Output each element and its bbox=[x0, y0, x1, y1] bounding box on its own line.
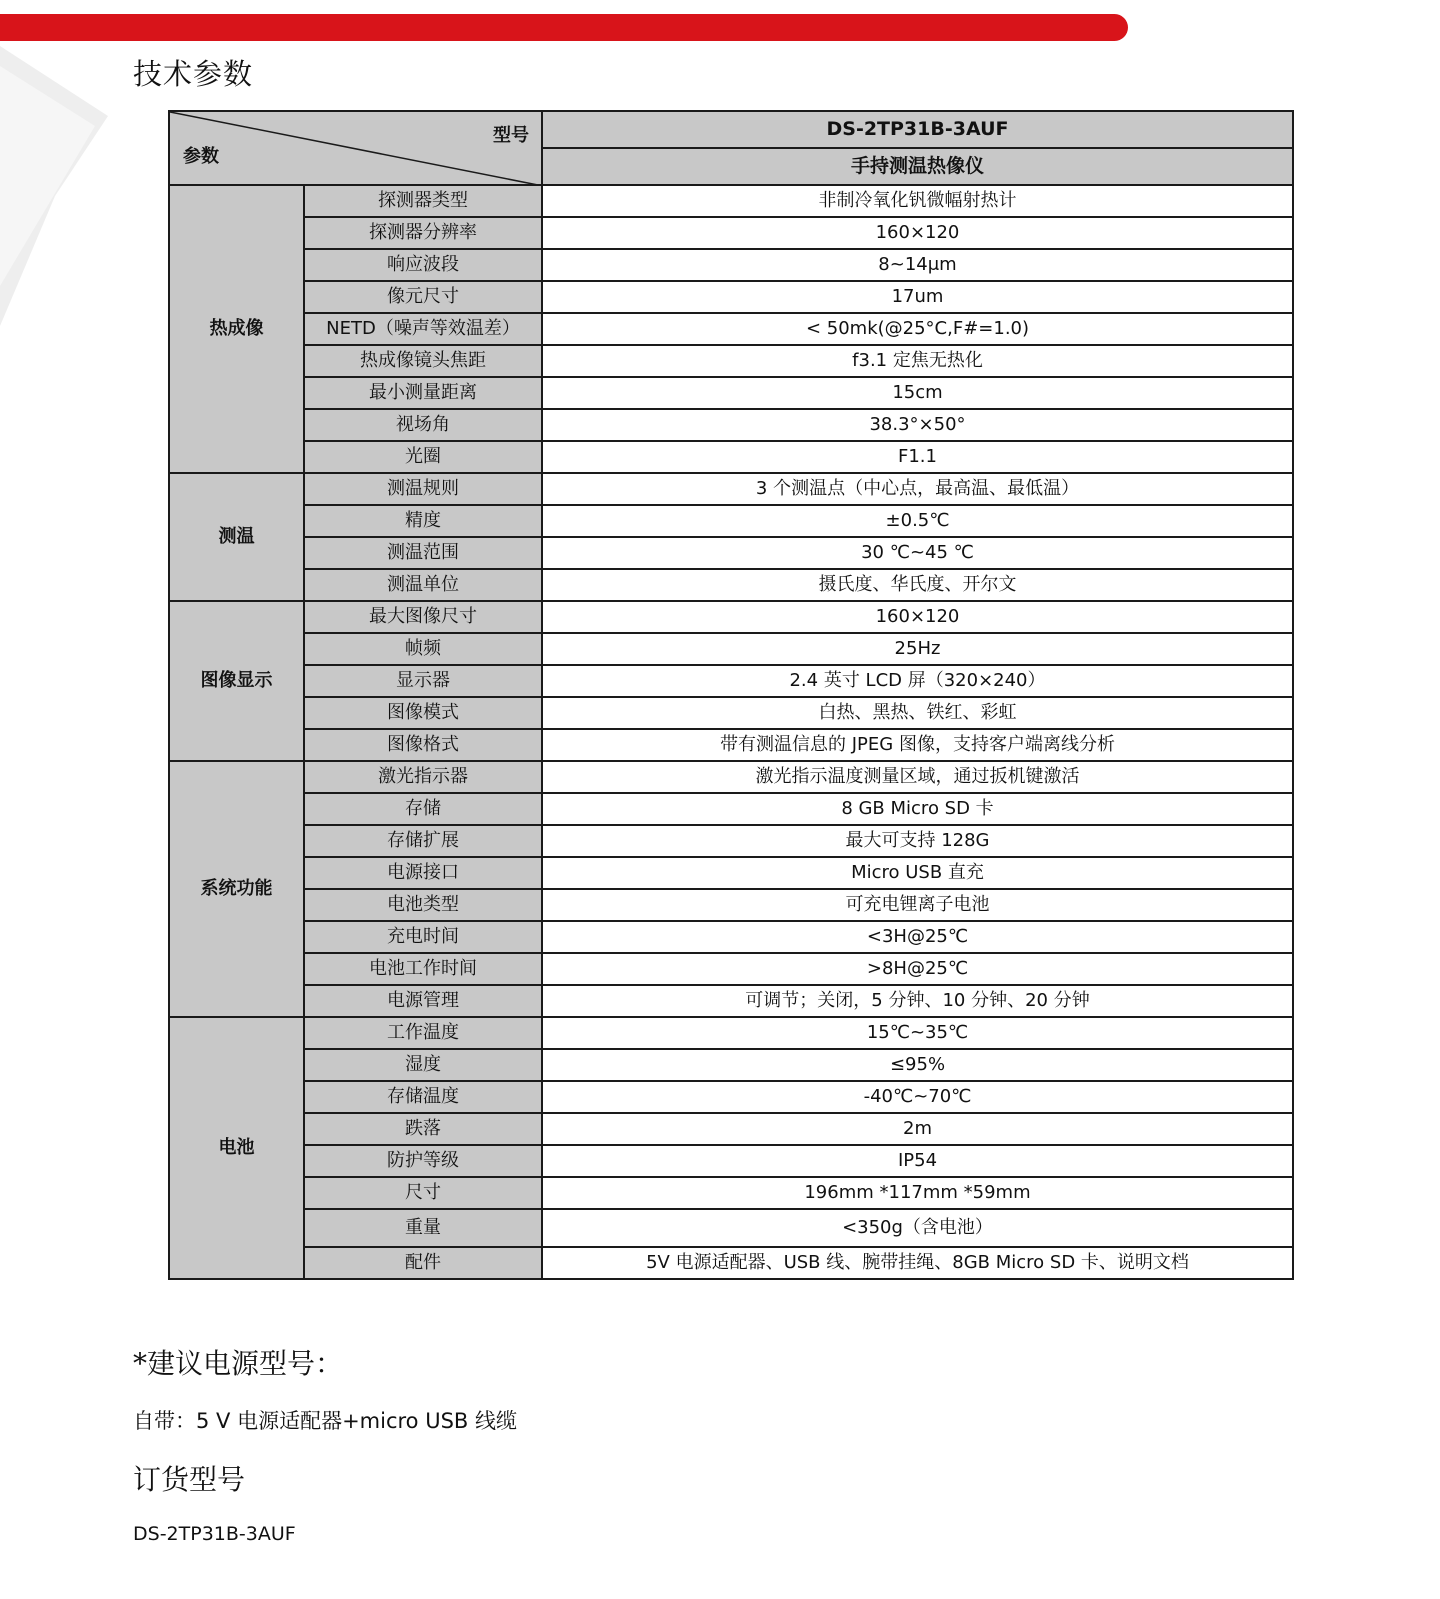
param-value-cell: 8~14μm bbox=[542, 249, 1293, 281]
param-value-cell: 摄氏度、华氏度、开尔文 bbox=[542, 569, 1293, 601]
table-row bbox=[169, 313, 1293, 345]
param-value-cell: 2m bbox=[542, 1113, 1293, 1145]
table-row bbox=[169, 345, 1293, 377]
param-value-cell: 15℃~35℃ bbox=[542, 1017, 1293, 1049]
table-row bbox=[169, 1049, 1293, 1081]
param-label-cell: 电池工作时间 bbox=[304, 953, 542, 985]
table-row bbox=[169, 569, 1293, 601]
param-label-cell: 探测器类型 bbox=[304, 185, 542, 217]
decorative-triangle-graphic bbox=[0, 46, 110, 336]
category-cell: 电池 bbox=[169, 1017, 304, 1279]
param-label-cell: 存储温度 bbox=[304, 1081, 542, 1113]
table-row bbox=[169, 537, 1293, 569]
param-label-cell: 存储扩展 bbox=[304, 825, 542, 857]
param-value-cell: 160×120 bbox=[542, 217, 1293, 249]
table-row bbox=[169, 473, 1293, 505]
table-row bbox=[169, 729, 1293, 761]
param-label-cell: 测温范围 bbox=[304, 537, 542, 569]
param-value-cell: 白热、黑热、铁红、彩虹 bbox=[542, 697, 1293, 729]
param-value-cell: 15cm bbox=[542, 377, 1293, 409]
category-cell: 系统功能 bbox=[169, 761, 304, 1017]
param-value-cell: ±0.5℃ bbox=[542, 505, 1293, 537]
param-value-cell: 可充电锂离子电池 bbox=[542, 889, 1293, 921]
param-value-cell: 30 ℃~45 ℃ bbox=[542, 537, 1293, 569]
diagonal-line bbox=[170, 112, 543, 186]
param-label-cell: 精度 bbox=[304, 505, 542, 537]
table-row bbox=[169, 377, 1293, 409]
table-row bbox=[169, 249, 1293, 281]
param-value-cell: 可调节；关闭，5 分钟、10 分钟、20 分钟 bbox=[542, 985, 1293, 1017]
param-value-cell: 3 个测温点（中心点，最高温、最低温） bbox=[542, 473, 1293, 505]
table-row bbox=[169, 185, 1293, 217]
table-row bbox=[169, 601, 1293, 633]
table-row bbox=[169, 1177, 1293, 1209]
table-row bbox=[169, 1247, 1293, 1279]
table-row bbox=[169, 921, 1293, 953]
param-label-cell: 尺寸 bbox=[304, 1177, 542, 1209]
param-label-cell: 激光指示器 bbox=[304, 761, 542, 793]
param-label-cell: 配件 bbox=[304, 1247, 542, 1279]
power-note-text: 自带：5 V 电源适配器+micro USB 线缆 bbox=[133, 1409, 517, 1433]
table-row bbox=[169, 409, 1293, 441]
table-row bbox=[169, 1145, 1293, 1177]
param-label-cell: 防护等级 bbox=[304, 1145, 542, 1177]
param-label-cell: 电源管理 bbox=[304, 985, 542, 1017]
table-row bbox=[169, 825, 1293, 857]
category-cell: 热成像 bbox=[169, 185, 304, 473]
table-row bbox=[169, 1017, 1293, 1049]
param-label-cell: 响应波段 bbox=[304, 249, 542, 281]
power-note-title: *建议电源型号： bbox=[133, 1347, 344, 1380]
param-value-cell: f3.1 定焦无热化 bbox=[542, 345, 1293, 377]
param-label-cell: 最大图像尺寸 bbox=[304, 601, 542, 633]
param-value-cell: 17um bbox=[542, 281, 1293, 313]
param-label-cell: 测温规则 bbox=[304, 473, 542, 505]
param-value-cell: 196mm *117mm *59mm bbox=[542, 1177, 1293, 1209]
param-value-cell: 带有测温信息的 JPEG 图像，支持客户端离线分析 bbox=[542, 729, 1293, 761]
table-row bbox=[169, 889, 1293, 921]
param-value-cell: ≤95% bbox=[542, 1049, 1293, 1081]
table-row bbox=[169, 281, 1293, 313]
table-row bbox=[169, 633, 1293, 665]
param-label-cell: 视场角 bbox=[304, 409, 542, 441]
param-value-cell: < 50mk(@25°C,F#=1.0) bbox=[542, 313, 1293, 345]
table-row bbox=[169, 953, 1293, 985]
param-label-cell: 电池类型 bbox=[304, 889, 542, 921]
order-model: DS-2TP31B-3AUF bbox=[133, 1523, 296, 1545]
param-label-cell: 图像格式 bbox=[304, 729, 542, 761]
header-param-label: 参数 bbox=[183, 146, 219, 167]
param-label-cell: 湿度 bbox=[304, 1049, 542, 1081]
table-row bbox=[169, 1209, 1293, 1247]
param-label-cell: NETD（噪声等效温差） bbox=[304, 313, 542, 345]
param-value-cell: IP54 bbox=[542, 1145, 1293, 1177]
param-value-cell: 最大可支持 128G bbox=[542, 825, 1293, 857]
category-cell: 图像显示 bbox=[169, 601, 304, 761]
param-label-cell: 充电时间 bbox=[304, 921, 542, 953]
param-label-cell: 显示器 bbox=[304, 665, 542, 697]
param-label-cell: 帧频 bbox=[304, 633, 542, 665]
category-cell: 测温 bbox=[169, 473, 304, 601]
header-model-label: 型号 bbox=[493, 125, 529, 146]
param-label-cell: 探测器分辨率 bbox=[304, 217, 542, 249]
param-value-cell: 激光指示温度测量区域，通过扳机键激活 bbox=[542, 761, 1293, 793]
param-value-cell: 5V 电源适配器、USB 线、腕带挂绳、8GB Micro SD 卡、说明文档 bbox=[542, 1247, 1293, 1279]
table-row bbox=[169, 665, 1293, 697]
brand-top-bar bbox=[0, 14, 1128, 41]
spec-table bbox=[168, 110, 1294, 1280]
table-row bbox=[169, 793, 1293, 825]
table-row bbox=[169, 857, 1293, 889]
param-label-cell: 光圈 bbox=[304, 441, 542, 473]
param-label-cell: 工作温度 bbox=[304, 1017, 542, 1049]
param-value-cell: F1.1 bbox=[542, 441, 1293, 473]
table-row bbox=[169, 505, 1293, 537]
section-title: 技术参数 bbox=[133, 57, 254, 91]
param-label-cell: 最小测量距离 bbox=[304, 377, 542, 409]
product-name-cell: 手持测温热像仪 bbox=[542, 148, 1293, 185]
param-label-cell: 电源接口 bbox=[304, 857, 542, 889]
table-row bbox=[169, 217, 1293, 249]
param-label-cell: 像元尺寸 bbox=[304, 281, 542, 313]
table-row bbox=[169, 697, 1293, 729]
table-row bbox=[169, 1113, 1293, 1145]
param-value-cell: 非制冷氧化钒微幅射热计 bbox=[542, 185, 1293, 217]
param-label-cell: 存储 bbox=[304, 793, 542, 825]
header-diagonal-cell bbox=[169, 111, 542, 185]
order-title: 订货型号 bbox=[133, 1463, 246, 1496]
param-label-cell: 热成像镜头焦距 bbox=[304, 345, 542, 377]
param-label-cell: 图像模式 bbox=[304, 697, 542, 729]
table-row bbox=[169, 1081, 1293, 1113]
param-value-cell: 38.3°×50° bbox=[542, 409, 1293, 441]
param-label-cell: 测温单位 bbox=[304, 569, 542, 601]
param-label-cell: 跌落 bbox=[304, 1113, 542, 1145]
table-row bbox=[169, 761, 1293, 793]
param-value-cell: >8H@25℃ bbox=[542, 953, 1293, 985]
param-value-cell: -40℃~70℃ bbox=[542, 1081, 1293, 1113]
param-value-cell: 25Hz bbox=[542, 633, 1293, 665]
model-name-cell: DS-2TP31B-3AUF bbox=[542, 111, 1293, 148]
param-value-cell: Micro USB 直充 bbox=[542, 857, 1293, 889]
param-label-cell: 重量 bbox=[304, 1209, 542, 1247]
table-header-row bbox=[169, 111, 1293, 148]
param-value-cell: <3H@25℃ bbox=[542, 921, 1293, 953]
param-value-cell: 8 GB Micro SD 卡 bbox=[542, 793, 1293, 825]
table-row bbox=[169, 985, 1293, 1017]
param-value-cell: 2.4 英寸 LCD 屏（320×240） bbox=[542, 665, 1293, 697]
param-value-cell: <350g（含电池） bbox=[542, 1209, 1293, 1247]
table-row bbox=[169, 441, 1293, 473]
param-value-cell: 160×120 bbox=[542, 601, 1293, 633]
